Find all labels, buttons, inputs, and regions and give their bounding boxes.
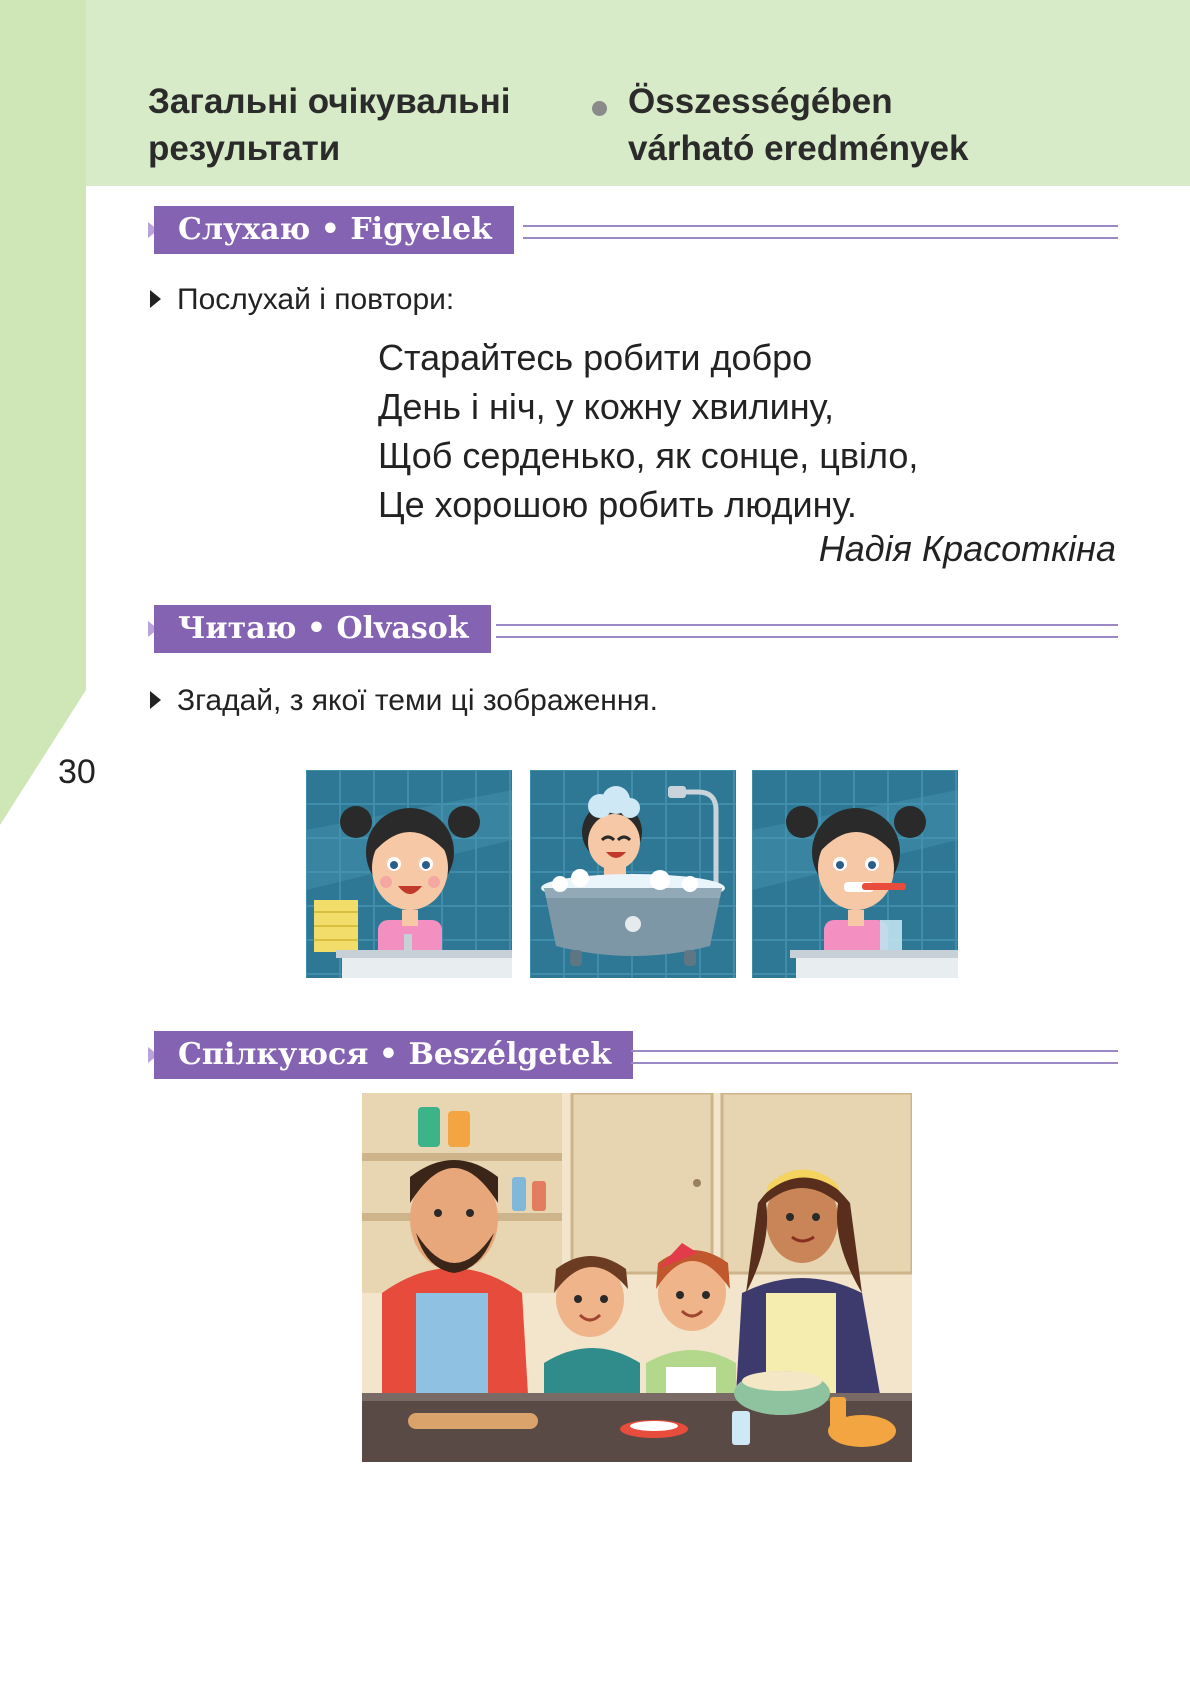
section-divider [496, 624, 1118, 638]
poem-author: Надія Красоткіна [818, 528, 1116, 569]
header-title-uk [148, 78, 510, 172]
instruction-read [150, 683, 658, 719]
bullet-dot-icon [592, 101, 607, 116]
instruction-listen-text: Послухай і повтори: [177, 283, 455, 316]
poem-line: Старайтесь робити добро [378, 337, 813, 378]
illustration-bath [530, 770, 736, 978]
header-hu-line1: Összességében [628, 82, 893, 121]
header-uk-line2: результати [148, 129, 341, 168]
header-uk-line1: Загальні очікувальні [148, 82, 511, 121]
instruction-listen [150, 282, 454, 318]
section-title-read: Читаю • Olvasok [154, 605, 491, 653]
poem-line: День і ніч, у кожну хвилину, [378, 386, 835, 427]
section-divider [631, 1050, 1118, 1064]
page-number: 30 [58, 753, 96, 791]
left-decor-strip [0, 0, 86, 825]
triangle-bullet-icon [150, 691, 161, 709]
header-hu-line2: várható eredmények [628, 129, 969, 168]
poem-line: Це хорошою робить людину. [378, 484, 857, 525]
triangle-bullet-icon [150, 290, 161, 308]
instruction-read-text: Згадай, з якої теми ці зображення. [177, 684, 658, 717]
header-title-hu [628, 78, 968, 172]
section-title-talk: Спілкуюся • Beszélgetek [154, 1031, 633, 1079]
illustration-washing-hands [306, 770, 512, 978]
section-divider [523, 225, 1118, 239]
poem [378, 333, 918, 529]
section-title-listen: Слухаю • Figyelek [154, 206, 514, 254]
illustration-brushing-teeth [752, 770, 958, 978]
illustration-family-cooking [362, 1093, 912, 1462]
poem-line: Щоб серденько, як сонце, цвіло, [378, 435, 919, 476]
